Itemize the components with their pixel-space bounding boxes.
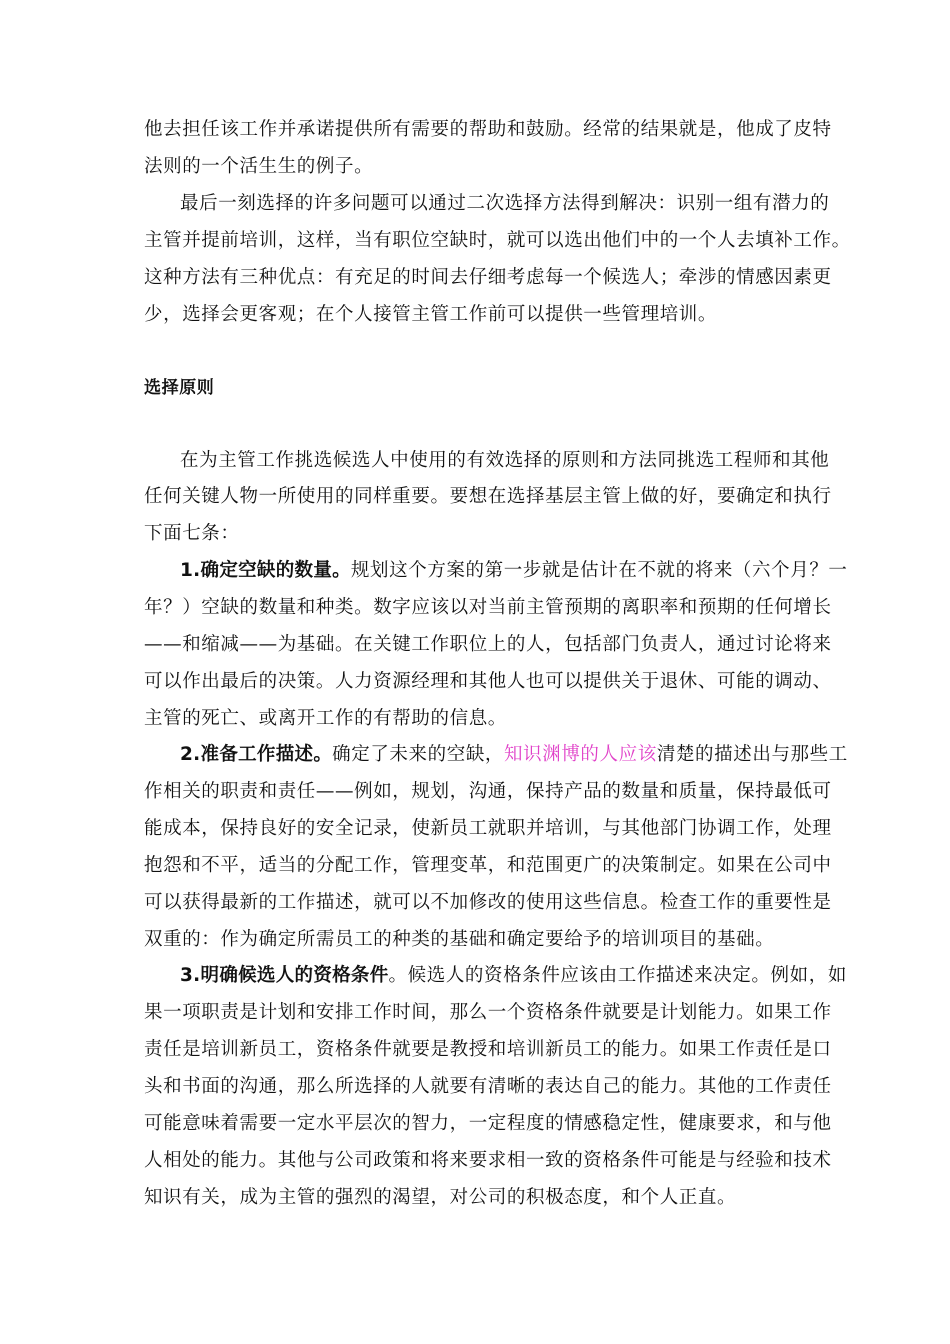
paragraph-line: 可以获得最新的工作描述，就可以不加修改的使用这些信息。检查工作的重要性是 [144,892,832,913]
paragraph-line: 主管并提前培训，这样，当有职位空缺时，就可以选出他们中的一个人去填补工作。 [144,230,851,251]
item-number: 1. [180,560,201,581]
paragraph-line: 果一项职责是计划和安排工作时间，那么一个资格条件就要是计划能力。如果工作 [144,1002,832,1023]
item-text: 规划这个方案的第一步就是估计在不就的将来（六个月？一 [350,560,848,581]
paragraph-line: 主管的死亡、或离开工作的有帮助的信息。 [144,708,507,729]
paragraph-line: 少，选择会更客观；在个人接管主管工作前可以提供一些管理培训。 [144,304,718,325]
item-text: 确定了未来的空缺， [332,744,505,765]
list-item-3-first-line [180,964,847,988]
paragraph-line: 法则的一个活生生的例子。 [144,156,374,177]
paragraph-line: 作相关的职责和责任——例如，规划，沟通，保持产品的数量和质量，保持最低可 [144,781,832,802]
paragraph-line: 知识有关，成为主管的强烈的渴望，对公司的积极态度，和个人正直。 [144,1187,737,1208]
list-item-1-first-line [180,559,848,583]
paragraph-line: 年？）空缺的数量和种类。数字应该以对当前主管预期的离职率和预期的任何增长 [144,597,832,618]
item-number: 3. [180,965,201,986]
paragraph-line: 下面七条： [144,523,240,544]
paragraph-line: 在为主管工作挑选候选人中使用的有效选择的原则和方法同挑选工程师和其他 [180,450,830,471]
paragraph-line: 双重的：作为确定所需员工的种类的基础和确定要给予的培训项目的基础。 [144,929,775,950]
paragraph-line: 最后一刻选择的许多问题可以通过二次选择方法得到解决：识别一组有潜力的 [180,193,830,214]
paragraph-line: 这种方法有三种优点：有充足的时间去仔细考虑每一个候选人；牵涉的情感因素更 [144,267,832,288]
paragraph-line: 人相处的能力。其他与公司政策和将来要求相一致的资格条件可能是与经验和技术 [144,1150,832,1171]
paragraph-line: 能成本，保持良好的安全记录，使新员工就职并培训，与其他部门协调工作，处理 [144,818,832,839]
paragraph-line: ——和缩减——为基础。在关键工作职位上的人，包括部门负责人，通过讨论将来 [144,634,832,655]
paragraph-line: 可以作出最后的决策。人力资源经理和其他人也可以提供关于退休、可能的调动、 [144,671,832,692]
highlighted-text: 知识渊博的人应该 [504,744,657,765]
paragraph-line: 头和书面的沟通，那么所选择的人就要有清晰的表达自己的能力。其他的工作责任 [144,1076,832,1097]
paragraph-line: 抱怨和不平，适当的分配工作，管理变革，和范围更广的决策制定。如果在公司中 [144,855,832,876]
item-title: 明确候选人的资格条件 [200,965,389,986]
item-number: 2. [180,744,201,765]
paragraph-line: 责任是培训新员工，资格条件就要是教授和培训新员工的能力。如果工作责任是口 [144,1039,832,1060]
paragraph-line: 可能意味着需要一定水平层次的智力，一定程度的情感稳定性，健康要求，和与他 [144,1113,832,1134]
section-heading: 选择原则 [144,378,215,398]
item-text: 。候选人的资格条件应该由工作描述来决定。例如，如 [388,965,847,986]
item-title: 确定空缺的数量。 [200,560,351,581]
list-item-2-first-line [180,743,848,767]
paragraph-line: 任何关键人物一所使用的同样重要。要想在选择基层主管上做的好，要确定和执行 [144,486,832,507]
paragraph-line: 他去担任该工作并承诺提供所有需要的帮助和鼓励。经常的结果就是，他成了皮特 [144,119,832,140]
item-title: 准备工作描述。 [200,744,333,765]
item-text: 清楚的描述出与那些工 [656,744,848,765]
